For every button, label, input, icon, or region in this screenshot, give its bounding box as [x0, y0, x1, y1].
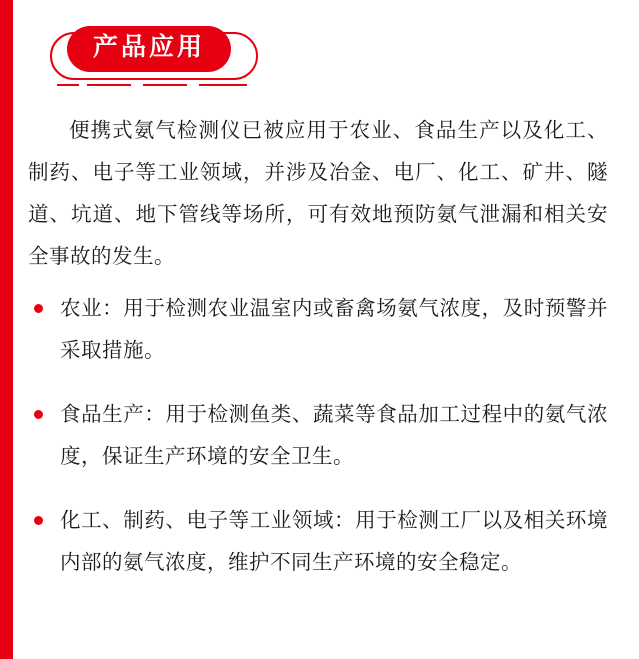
list-item-text: 食品生产：用于检测鱼类、蔬菜等食品加工过程中的氨气浓度，保证生产环境的安全卫生。: [60, 403, 608, 468]
bullet-dot-icon: [34, 516, 43, 525]
intro-paragraph: 便携式氨气检测仪已被应用于农业、食品生产以及化工、制药、电子等工业领域，并涉及冶金、电厂、化工、矿井、隧道、坑道、地下管线等场所，可有效地预防氨气泄漏和相关安全事故的发生。: [28, 119, 608, 268]
heading-dash-decor: [57, 84, 247, 94]
list-item: [28, 394, 608, 478]
list-item: [28, 500, 608, 584]
list-item-text: 化工、制药、电子等工业领域：用于检测工厂以及相关环境内部的氨气浓度，维护不同生产环境的安全稳定。: [60, 509, 608, 574]
bullet-dot-icon: [34, 304, 43, 313]
bullet-dot-icon: [34, 410, 43, 419]
section-heading: [45, 26, 305, 92]
heading-badge-label: 产品应用: [67, 26, 231, 72]
list-item-text: 农业：用于检测农业温室内或畜禽场氨气浓度，及时预警并采取措施。: [60, 297, 608, 362]
left-accent-bar: [0, 0, 13, 659]
application-list: [28, 288, 608, 584]
list-item: [28, 288, 608, 372]
content-body: [28, 110, 608, 606]
